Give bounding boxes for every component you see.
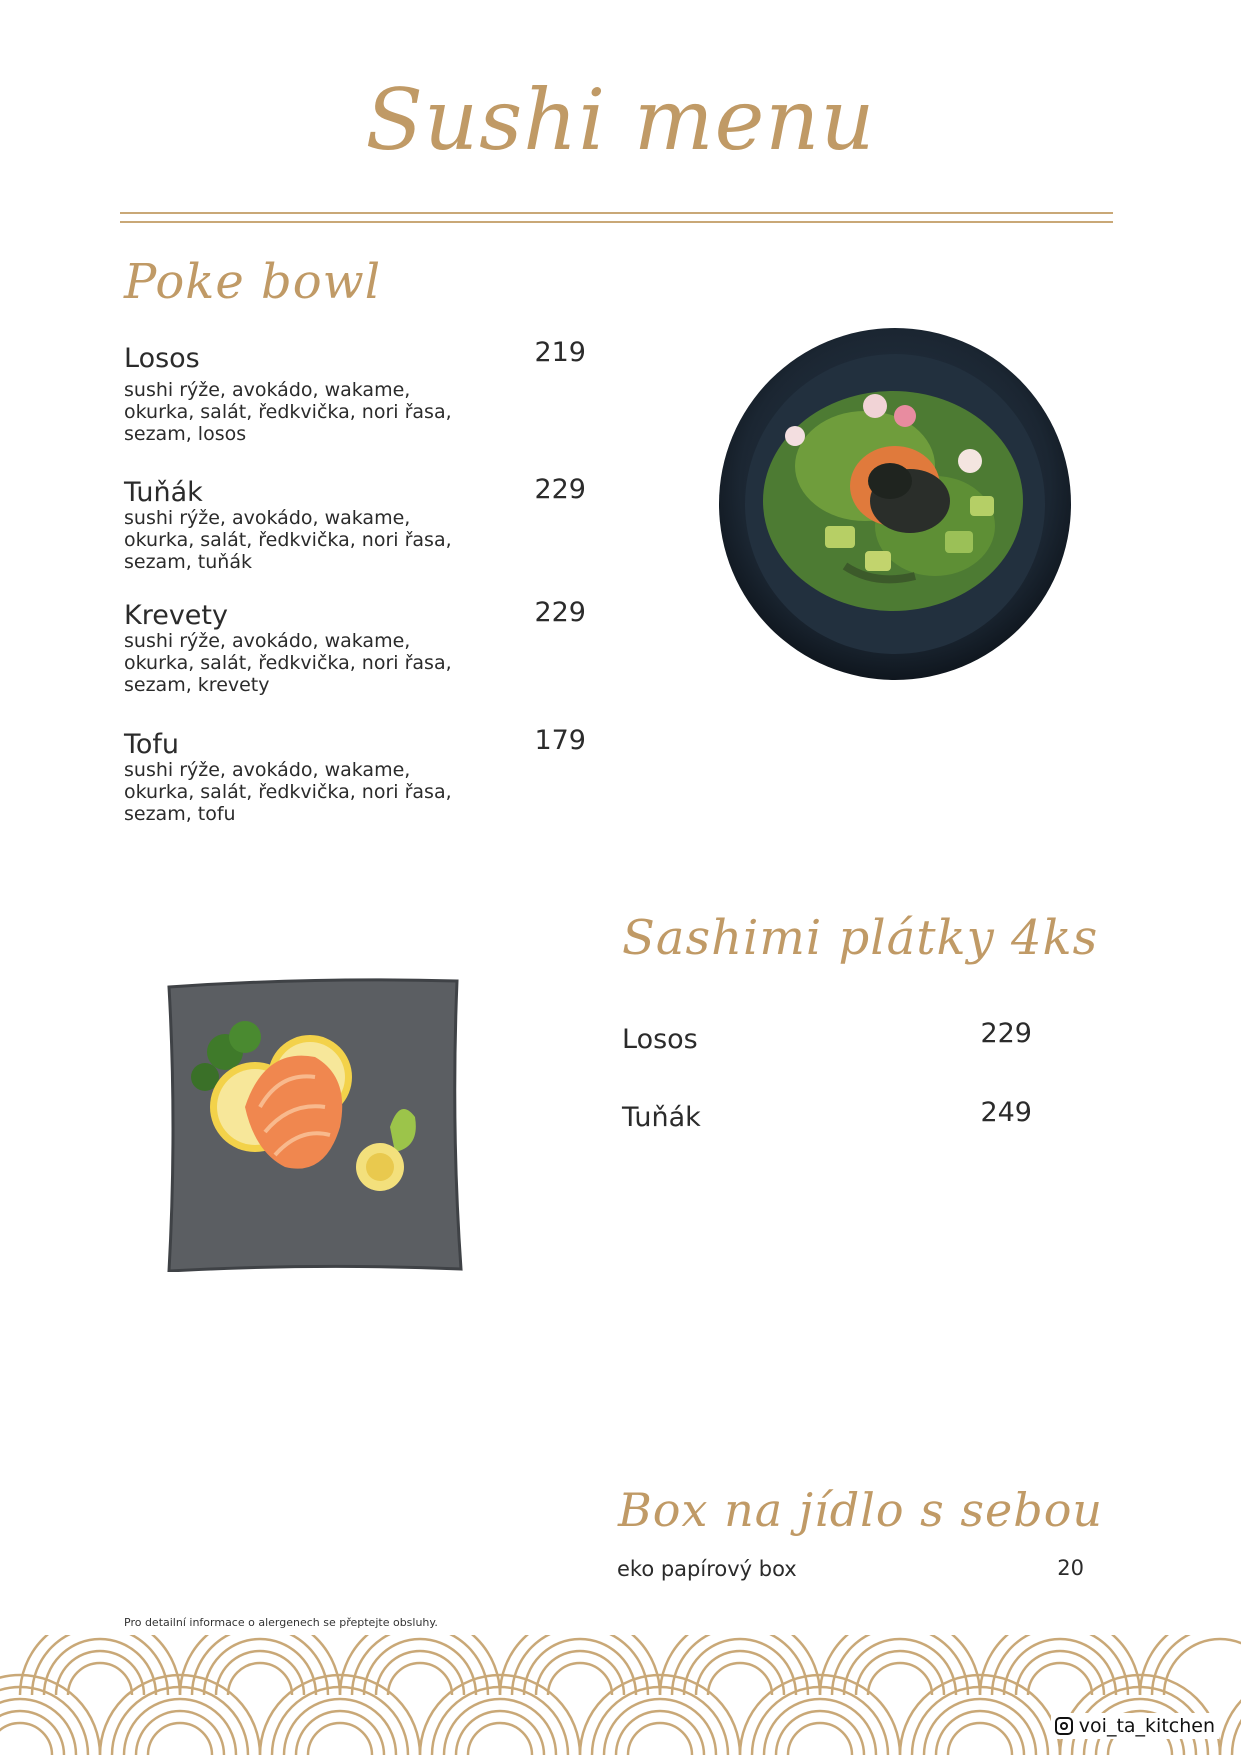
allergen-note: Pro detailní informace o alergenech se přeptejte obsluhy. xyxy=(124,1616,438,1629)
item-name: Tofu xyxy=(124,729,180,760)
item-price: 219 xyxy=(534,337,586,368)
title-divider-top xyxy=(120,212,1113,214)
item-price: 249 xyxy=(980,1097,1032,1128)
box-item-price: 20 xyxy=(1057,1556,1084,1580)
item-price: 229 xyxy=(980,1018,1032,1049)
sashimi-heading: Sashimi plátky 4ks xyxy=(622,910,1099,966)
item-description: sushi rýže, avokádo, wakame, okurka, salát, ředkvička, nori řasa, sezam, krevety xyxy=(124,630,452,696)
box-item-name: eko papírový box xyxy=(617,1557,797,1581)
page-title: Sushi menu xyxy=(365,71,876,169)
item-description: sushi rýže, avokádo, wakame, okurka, salát, ředkvička, nori řasa, sezam, losos xyxy=(124,379,452,445)
item-price: 229 xyxy=(534,474,586,505)
item-name: Krevety xyxy=(124,600,228,631)
instagram-handle-text: voi_ta_kitchen xyxy=(1078,1715,1215,1737)
item-name: Losos xyxy=(622,1024,698,1055)
item-description: sushi rýže, avokádo, wakame, okurka, salát, ředkvička, nori řasa, sezam, tuňák xyxy=(124,507,452,573)
poke-bowl-heading: Poke bowl xyxy=(124,254,382,310)
poke-bowl-photo xyxy=(715,326,1075,686)
item-price: 179 xyxy=(534,725,586,756)
item-name: Tuňák xyxy=(622,1102,701,1133)
title-divider-bottom xyxy=(120,221,1113,223)
item-name: Tuňák xyxy=(124,477,203,508)
instagram-handle[interactable] xyxy=(1051,1713,1219,1739)
item-price: 229 xyxy=(534,597,586,628)
box-heading: Box na jídlo s sebou xyxy=(618,1483,1104,1537)
item-description: sushi rýže, avokádo, wakame, okurka, salát, ředkvička, nori řasa, sezam, tofu xyxy=(124,759,452,825)
sashimi-photo xyxy=(165,977,465,1272)
item-name: Losos xyxy=(124,343,200,374)
instagram-icon xyxy=(1055,1717,1073,1735)
